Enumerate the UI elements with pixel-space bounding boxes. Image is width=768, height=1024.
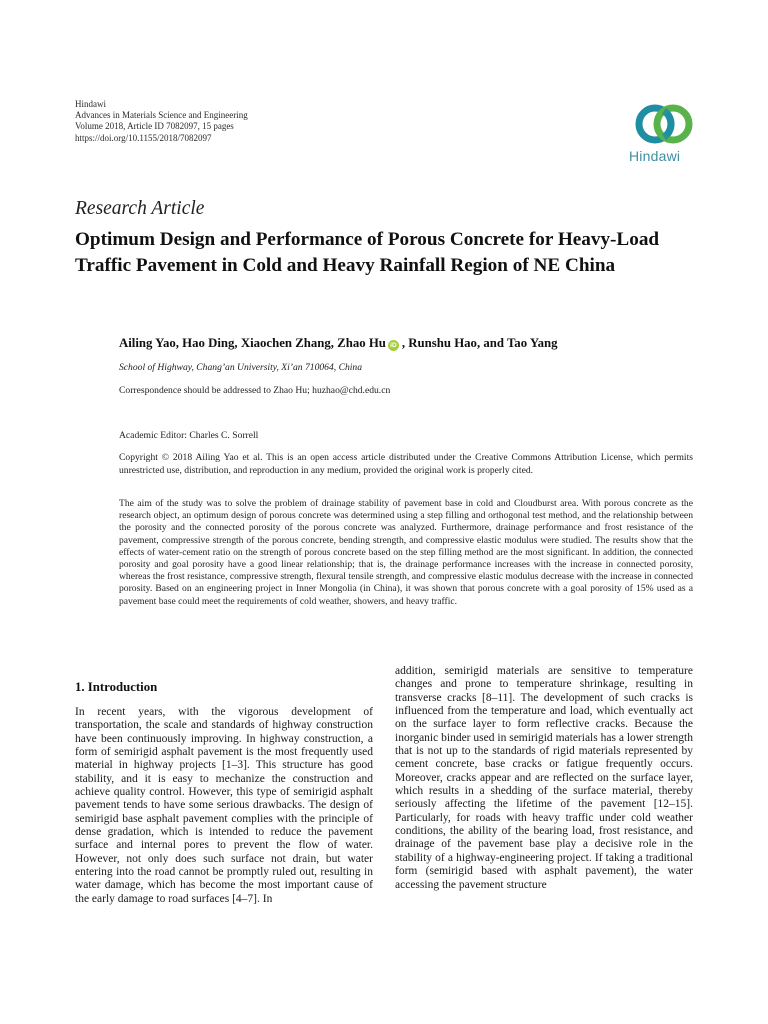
author-list	[119, 336, 558, 351]
article-title: Optimum Design and Performance of Porous Concrete for Heavy-Load Traffic Pavement in Cold and Heavy Rainfall Region of NE China	[75, 229, 660, 276]
article-type: Research Article	[75, 198, 205, 219]
body-column-left: In recent years, with the vigorous development of transportation, the scale and standards of highway construction have been continuously improving. In highway construction, a form of semirigid asphalt pavement is the most frequently used material in highway projects [1–3]. This structure has good stability, and it is easy to mechanize the construction and achieve quality control. However, this type of semirigid asphalt pavement tends to have some serious drawbacks. The design of semirigid base asphalt pavement complies with the principle of dense gradation, which is intended to reduce the pavement surface and internal pores to prevent the flow of water. However, not only does such surface not drain, but water entering into the road cannot be promptly ruled out, resulting in water damage, which has become the most important cause of the early damage to road surfaces [4–7]. In	[75, 706, 373, 905]
hindawi-logo-word: Hindawi	[629, 148, 681, 164]
doi-link[interactable]: https://doi.org/10.1155/2018/7082097	[75, 132, 212, 143]
publisher-name: Hindawi	[75, 99, 106, 109]
copyright-notice: Copyright © 2018 Ailing Yao et al. This is an open access article distributed under the Creative Commons Attribution License, which permits unrestricted use, distribution, and reproduction in any medium, provided the original work is properly cited.	[119, 452, 693, 476]
journal-name: Advances in Materials Science and Engineering	[75, 110, 248, 121]
academic-editor: Academic Editor: Charles C. Sorrell	[119, 430, 259, 441]
body-column-right: addition, semirigid materials are sensitive to temperature changes and prone to temperature shrinkage, resulting in transverse cracks [8–11]. The development of such cracks is influenced from the temperature and load, which eventually act on the surface layer to form reflective cracks. Because the inorganic binder used in semirigid materials has a lower strength that is not up to the standards of rigid materials represented by cement concrete, base cracks or fatigue frequently occurs. Moreover, cracks appear and are reflected on the surface layer, which results in a shedding of the surface material, thereby seriously affecting the lifetime of the pavement [12–15]. Particularly, for roads with heavy traffic under cold weather conditions, the ability of the bearing load, frost resistance, and drainage of the pavement base play a decisive role in the stability of a highway-engineering project. If taking a traditional form (semirigid based with asphalt pavement), the water accessing the pavement structure	[395, 665, 693, 891]
section-heading-introduction: 1. Introduction	[75, 680, 158, 694]
authors-part-1: Ailing Yao, Hao Ding, Xiaochen Zhang, Zhao Hu	[119, 336, 386, 350]
volume-line: Volume 2018, Article ID 7082097, 15 pages	[75, 121, 234, 132]
authors-part-2: , Runshu Hao, and Tao Yang	[401, 336, 558, 350]
correspondence: Correspondence should be addressed to Zhao Hu; huzhao@chd.edu.cn	[119, 385, 391, 396]
journal-meta	[75, 99, 248, 144]
orcid-icon[interactable]: iD	[388, 340, 399, 351]
affiliation: School of Highway, Chang’an University, Xi’an 710064, China	[119, 362, 363, 373]
abstract: The aim of the study was to solve the problem of drainage stability of pavement base in cold and Cloudburst area. With porous concrete as the research object, an optimum design of porous concrete was determined using a step filling and orthogonal test method, and the relationship between the porosity and the connected porosity of the porous concrete was analyzed. Furthermore, drainage performance and frost resistance of the pavement, compressive strength of the porous concrete, bending strength, and compressive elastic modulus were studied. The results show that the effects of water-cement ratio on the strength of porous concrete based on the step filling method are the most significant. In addition, the connected porosity and goal porosity have a good linear relationship; that is, the drainage performance increases with the increase in connected porosity, whereas the frost resistance, compressive strength, flexural tensile strength, and compressive elastic modulus decrease with the increase in connected porosity. Based on an engineering project in Inner Mongolia (in China), it was shown that porous concrete with a goal porosity of 15% used as a pavement base could meet the requirements of cold weather, showers, and heavy traffic.	[119, 498, 693, 607]
